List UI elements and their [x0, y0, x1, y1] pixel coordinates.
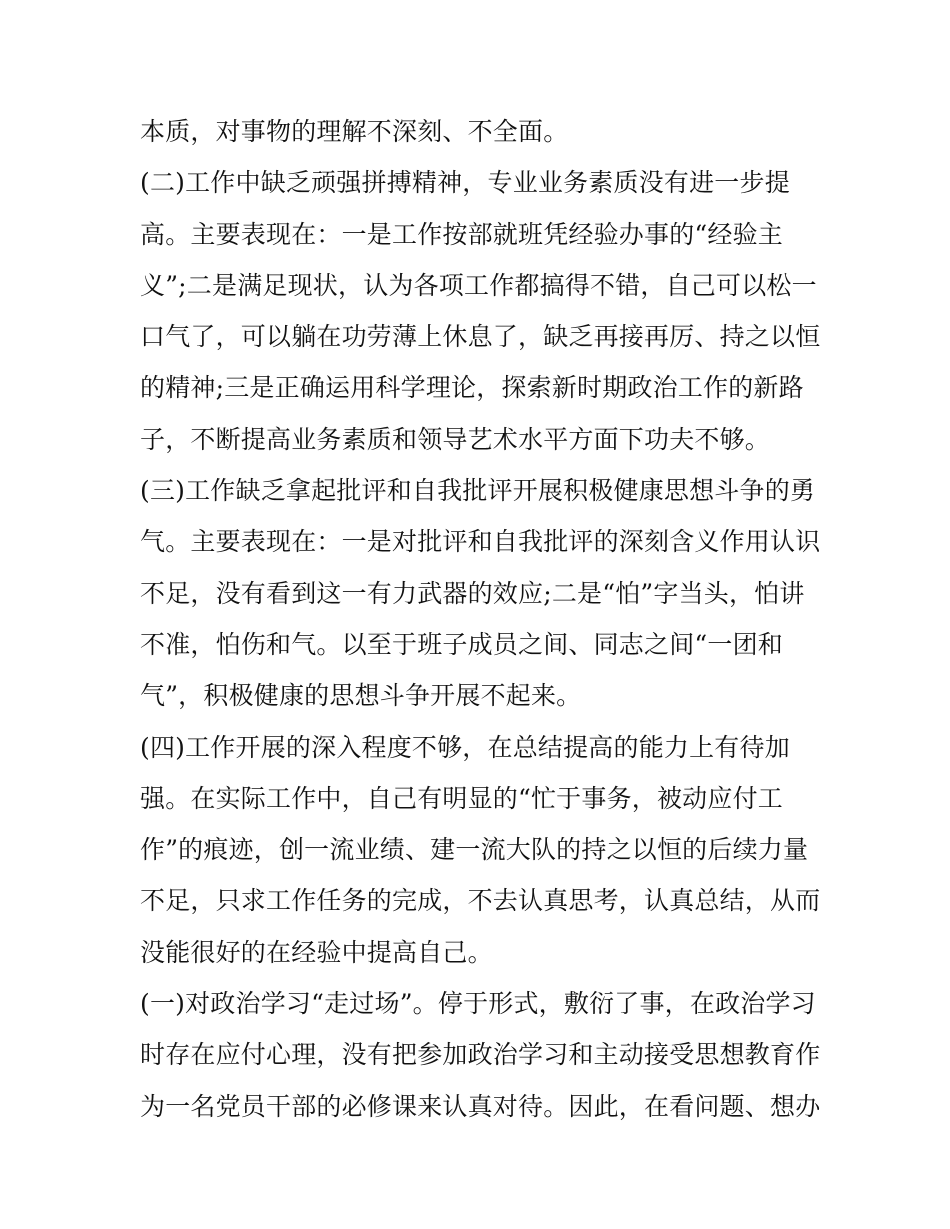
text-line: 子，不断提高业务素质和领导艺术水平方面下功夫不够。 [140, 424, 771, 454]
text-line: (一)对政治学习“走过场”。停于形式，敷衍了事，在政治学习 [140, 989, 816, 1019]
text-line: 强。在实际工作中，自己有明显的“忙于事务，被动应付工 [140, 783, 783, 813]
body-text [140, 106, 820, 1132]
text-line: 时存在应付心理，没有把参加政治学习和主动接受思想教育作 [140, 1040, 821, 1070]
text-line: (二)工作中缺乏顽强拼搏精神，专业业务素质没有进一步提 [140, 168, 790, 198]
text-line: 本质，对事物的理解不深刻、不全面。 [140, 117, 569, 146]
text-line: (三)工作缺乏拿起批评和自我批评开展积极健康思想斗争的勇 [140, 476, 816, 506]
text-line: (四)工作开展的深入程度不够，在总结提高的能力上有待加 [140, 732, 790, 762]
text-line: 不准，怕伤和气。以至于班子成员之间、同志之间“一团和 [140, 629, 783, 659]
text-line: 为一名党员干部的必修课来认真对待。因此，在看问题、想办 [140, 1091, 821, 1121]
text-line: 作”的痕迹，创一流业绩、建一流大队的持之以恒的后续力量 [140, 835, 809, 865]
text-line: 气”，积极健康的思想斗争开展不起来。 [140, 681, 582, 711]
text-line: 没能很好的在经验中提高自己。 [140, 937, 493, 967]
text-line: 不足，没有看到这一有力武器的效应;二是“怕”字当头，怕讲 [140, 578, 805, 608]
text-line: 义”;二是满足现状，认为各项工作都搞得不错，自己可以松一 [140, 270, 817, 300]
text-line: 不足，只求工作任务的完成，不去认真思考，认真总结，从而 [140, 886, 821, 916]
text-line: 口气了，可以躺在功劳薄上休息了，缺乏再接再厉、持之以恒 [140, 322, 821, 352]
text-line: 的精神;三是正确运用科学理论，探索新时期政治工作的新路 [140, 373, 804, 403]
text-line: 气。主要表现在：一是对批评和自我批评的深刻含义作用认识 [140, 527, 821, 557]
text-line: 高。主要表现在：一是工作按部就班凭经验办事的“经验主 [140, 219, 783, 249]
